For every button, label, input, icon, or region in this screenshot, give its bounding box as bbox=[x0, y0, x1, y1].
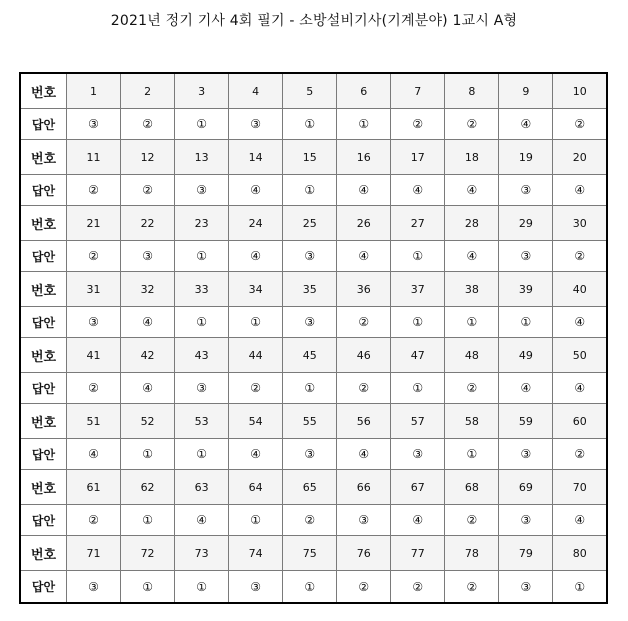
answer-cell: ④ bbox=[553, 505, 607, 536]
answer-row bbox=[20, 505, 607, 536]
number-row-header: 번호 bbox=[20, 404, 67, 439]
question-number: 6 bbox=[337, 73, 391, 109]
answer-cell: ② bbox=[553, 439, 607, 470]
question-number: 71 bbox=[67, 536, 121, 571]
answer-cell: ② bbox=[445, 505, 499, 536]
answer-cell: ① bbox=[175, 241, 229, 272]
question-number: 31 bbox=[67, 272, 121, 307]
answer-cell: ① bbox=[445, 307, 499, 338]
answer-cell: ② bbox=[67, 505, 121, 536]
answer-row bbox=[20, 307, 607, 338]
answer-cell: ③ bbox=[121, 241, 175, 272]
answer-cell: ① bbox=[229, 505, 283, 536]
question-number: 44 bbox=[229, 338, 283, 373]
answer-cell: ④ bbox=[67, 439, 121, 470]
answer-cell: ③ bbox=[337, 505, 391, 536]
question-number: 18 bbox=[445, 140, 499, 175]
number-row-header: 번호 bbox=[20, 140, 67, 175]
answer-cell: ② bbox=[553, 241, 607, 272]
answer-row-header: 답안 bbox=[20, 109, 67, 140]
question-number: 10 bbox=[553, 73, 607, 109]
answer-row-header: 답안 bbox=[20, 571, 67, 603]
question-number: 52 bbox=[121, 404, 175, 439]
answer-cell: ② bbox=[391, 571, 445, 603]
answer-row bbox=[20, 241, 607, 272]
question-number: 78 bbox=[445, 536, 499, 571]
answer-cell: ③ bbox=[499, 571, 553, 603]
question-number: 17 bbox=[391, 140, 445, 175]
answer-cell: ④ bbox=[499, 373, 553, 404]
answer-key-table bbox=[19, 72, 608, 604]
answer-cell: ③ bbox=[499, 505, 553, 536]
answer-cell: ② bbox=[445, 373, 499, 404]
answer-cell: ④ bbox=[553, 307, 607, 338]
number-row bbox=[20, 73, 607, 109]
answer-row bbox=[20, 109, 607, 140]
answer-cell: ④ bbox=[553, 373, 607, 404]
number-row bbox=[20, 338, 607, 373]
question-number: 41 bbox=[67, 338, 121, 373]
question-number: 63 bbox=[175, 470, 229, 505]
answer-cell: ③ bbox=[499, 175, 553, 206]
question-number: 49 bbox=[499, 338, 553, 373]
question-number: 50 bbox=[553, 338, 607, 373]
answer-cell: ① bbox=[283, 109, 337, 140]
answer-row bbox=[20, 439, 607, 470]
answer-row-header: 답안 bbox=[20, 373, 67, 404]
answer-cell: ④ bbox=[337, 439, 391, 470]
answer-cell: ④ bbox=[229, 439, 283, 470]
question-number: 46 bbox=[337, 338, 391, 373]
question-number: 8 bbox=[445, 73, 499, 109]
question-number: 28 bbox=[445, 206, 499, 241]
answer-cell: ② bbox=[337, 373, 391, 404]
question-number: 80 bbox=[553, 536, 607, 571]
answer-cell: ① bbox=[391, 241, 445, 272]
answer-cell: ① bbox=[445, 439, 499, 470]
answer-cell: ① bbox=[391, 373, 445, 404]
question-number: 12 bbox=[121, 140, 175, 175]
question-number: 43 bbox=[175, 338, 229, 373]
question-number: 72 bbox=[121, 536, 175, 571]
answer-row bbox=[20, 373, 607, 404]
question-number: 16 bbox=[337, 140, 391, 175]
page-title: 2021년 정기 기사 4회 필기 - 소방설비기사(기계분야) 1교시 A형 bbox=[110, 13, 518, 29]
question-number: 40 bbox=[553, 272, 607, 307]
answer-cell: ③ bbox=[175, 373, 229, 404]
question-number: 37 bbox=[391, 272, 445, 307]
answer-row-header: 답안 bbox=[20, 505, 67, 536]
answer-cell: ③ bbox=[499, 439, 553, 470]
number-row-header: 번호 bbox=[20, 536, 67, 571]
answer-cell: ② bbox=[121, 175, 175, 206]
answer-row-header: 답안 bbox=[20, 307, 67, 338]
question-number: 53 bbox=[175, 404, 229, 439]
question-number: 45 bbox=[283, 338, 337, 373]
question-number: 67 bbox=[391, 470, 445, 505]
question-number: 66 bbox=[337, 470, 391, 505]
answer-cell: ④ bbox=[391, 505, 445, 536]
answer-cell: ① bbox=[283, 175, 337, 206]
question-number: 2 bbox=[121, 73, 175, 109]
question-number: 39 bbox=[499, 272, 553, 307]
answer-cell: ② bbox=[67, 373, 121, 404]
answer-cell: ② bbox=[445, 571, 499, 603]
question-number: 29 bbox=[499, 206, 553, 241]
question-number: 9 bbox=[499, 73, 553, 109]
number-row bbox=[20, 470, 607, 505]
number-row-header: 번호 bbox=[20, 338, 67, 373]
answer-cell: ① bbox=[283, 373, 337, 404]
answer-cell: ② bbox=[67, 241, 121, 272]
question-number: 19 bbox=[499, 140, 553, 175]
answer-cell: ① bbox=[499, 307, 553, 338]
answer-cell: ④ bbox=[499, 109, 553, 140]
number-row-header: 번호 bbox=[20, 470, 67, 505]
number-row-header: 번호 bbox=[20, 272, 67, 307]
question-number: 5 bbox=[283, 73, 337, 109]
answer-cell: ④ bbox=[229, 241, 283, 272]
question-number: 64 bbox=[229, 470, 283, 505]
question-number: 42 bbox=[121, 338, 175, 373]
question-number: 54 bbox=[229, 404, 283, 439]
answer-cell: ④ bbox=[175, 505, 229, 536]
answer-row-header: 답안 bbox=[20, 439, 67, 470]
answer-cell: ③ bbox=[283, 439, 337, 470]
question-number: 48 bbox=[445, 338, 499, 373]
answer-cell: ① bbox=[121, 439, 175, 470]
question-number: 79 bbox=[499, 536, 553, 571]
question-number: 55 bbox=[283, 404, 337, 439]
number-row bbox=[20, 140, 607, 175]
answer-cell: ② bbox=[391, 109, 445, 140]
question-number: 24 bbox=[229, 206, 283, 241]
answer-cell: ③ bbox=[283, 241, 337, 272]
answer-row-header: 답안 bbox=[20, 241, 67, 272]
answer-cell: ② bbox=[337, 307, 391, 338]
answer-cell: ① bbox=[175, 439, 229, 470]
question-number: 65 bbox=[283, 470, 337, 505]
question-number: 22 bbox=[121, 206, 175, 241]
question-number: 27 bbox=[391, 206, 445, 241]
question-number: 69 bbox=[499, 470, 553, 505]
question-number: 11 bbox=[67, 140, 121, 175]
question-number: 3 bbox=[175, 73, 229, 109]
answer-cell: ③ bbox=[283, 307, 337, 338]
answer-cell: ④ bbox=[337, 241, 391, 272]
question-number: 51 bbox=[67, 404, 121, 439]
question-number: 47 bbox=[391, 338, 445, 373]
answer-cell: ③ bbox=[67, 109, 121, 140]
number-row-header: 번호 bbox=[20, 206, 67, 241]
answer-cell: ② bbox=[283, 505, 337, 536]
answer-cell: ④ bbox=[121, 373, 175, 404]
question-number: 1 bbox=[67, 73, 121, 109]
question-number: 13 bbox=[175, 140, 229, 175]
question-number: 36 bbox=[337, 272, 391, 307]
question-number: 35 bbox=[283, 272, 337, 307]
question-number: 7 bbox=[391, 73, 445, 109]
answer-cell: ④ bbox=[553, 175, 607, 206]
answer-cell: ① bbox=[553, 571, 607, 603]
question-number: 77 bbox=[391, 536, 445, 571]
answer-cell: ② bbox=[445, 109, 499, 140]
question-number: 70 bbox=[553, 470, 607, 505]
answer-cell: ④ bbox=[121, 307, 175, 338]
answer-key-body bbox=[20, 73, 607, 603]
answer-cell: ② bbox=[337, 571, 391, 603]
answer-row bbox=[20, 571, 607, 603]
question-number: 4 bbox=[229, 73, 283, 109]
question-number: 14 bbox=[229, 140, 283, 175]
number-row-header: 번호 bbox=[20, 73, 67, 109]
question-number: 33 bbox=[175, 272, 229, 307]
question-number: 32 bbox=[121, 272, 175, 307]
answer-cell: ① bbox=[175, 109, 229, 140]
answer-cell: ④ bbox=[391, 175, 445, 206]
question-number: 25 bbox=[283, 206, 337, 241]
answer-cell: ① bbox=[283, 571, 337, 603]
answer-cell: ④ bbox=[445, 241, 499, 272]
number-row bbox=[20, 404, 607, 439]
number-row bbox=[20, 536, 607, 571]
answer-cell: ③ bbox=[391, 439, 445, 470]
number-row bbox=[20, 272, 607, 307]
question-number: 30 bbox=[553, 206, 607, 241]
answer-cell: ① bbox=[337, 109, 391, 140]
answer-cell: ③ bbox=[229, 571, 283, 603]
number-row bbox=[20, 206, 607, 241]
answer-cell: ① bbox=[121, 505, 175, 536]
answer-cell: ③ bbox=[499, 241, 553, 272]
question-number: 26 bbox=[337, 206, 391, 241]
answer-cell: ③ bbox=[229, 109, 283, 140]
answer-cell: ② bbox=[553, 109, 607, 140]
answer-cell: ③ bbox=[175, 175, 229, 206]
question-number: 61 bbox=[67, 470, 121, 505]
answer-cell: ② bbox=[67, 175, 121, 206]
question-number: 21 bbox=[67, 206, 121, 241]
answer-cell: ④ bbox=[337, 175, 391, 206]
answer-row-header: 답안 bbox=[20, 175, 67, 206]
answer-row bbox=[20, 175, 607, 206]
question-number: 59 bbox=[499, 404, 553, 439]
question-number: 58 bbox=[445, 404, 499, 439]
answer-cell: ① bbox=[391, 307, 445, 338]
question-number: 34 bbox=[229, 272, 283, 307]
question-number: 38 bbox=[445, 272, 499, 307]
answer-cell: ① bbox=[121, 571, 175, 603]
answer-cell: ② bbox=[229, 373, 283, 404]
answer-cell: ① bbox=[175, 307, 229, 338]
question-number: 73 bbox=[175, 536, 229, 571]
question-number: 15 bbox=[283, 140, 337, 175]
question-number: 76 bbox=[337, 536, 391, 571]
question-number: 74 bbox=[229, 536, 283, 571]
answer-cell: ② bbox=[121, 109, 175, 140]
answer-cell: ③ bbox=[67, 571, 121, 603]
question-number: 60 bbox=[553, 404, 607, 439]
question-number: 75 bbox=[283, 536, 337, 571]
question-number: 62 bbox=[121, 470, 175, 505]
answer-cell: ① bbox=[229, 307, 283, 338]
question-number: 23 bbox=[175, 206, 229, 241]
answer-cell: ③ bbox=[67, 307, 121, 338]
question-number: 56 bbox=[337, 404, 391, 439]
question-number: 68 bbox=[445, 470, 499, 505]
question-number: 20 bbox=[553, 140, 607, 175]
answer-cell: ① bbox=[175, 571, 229, 603]
answer-cell: ④ bbox=[229, 175, 283, 206]
question-number: 57 bbox=[391, 404, 445, 439]
answer-cell: ④ bbox=[445, 175, 499, 206]
